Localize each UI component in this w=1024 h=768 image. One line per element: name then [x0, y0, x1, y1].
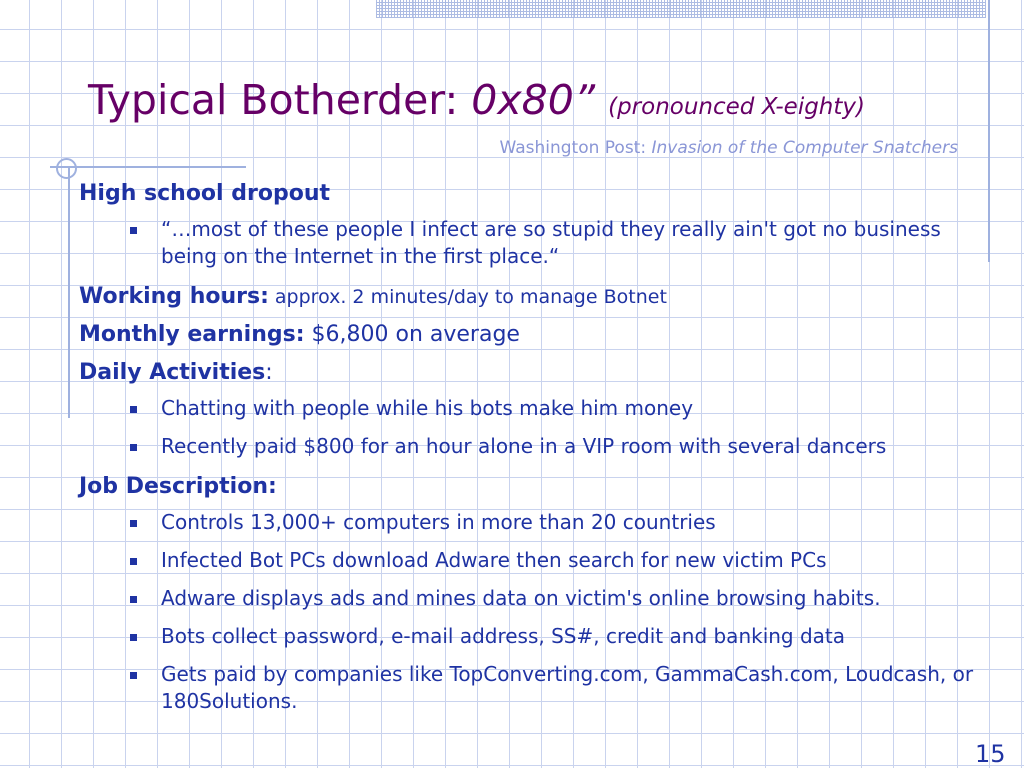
decorative-circle-icon — [56, 158, 77, 179]
list-item: Adware displays ads and mines data on victim's online browsing habits. — [161, 585, 999, 612]
top-decorative-band — [376, 0, 986, 18]
list-item: Controls 13,000+ computers in more than 20 countries — [161, 509, 999, 536]
left-decorative-rule — [68, 168, 70, 418]
source-citation — [499, 138, 958, 158]
source-outlet: Washington Post: — [499, 138, 652, 158]
list-item: Infected Bot PCs download Adware then search for new victim PCs — [161, 547, 999, 574]
slide-title — [88, 72, 865, 135]
activities-bullets — [79, 395, 999, 460]
title-pronunciation: (pronounced X-eighty) — [608, 94, 865, 120]
title-handle: 0x80” — [471, 76, 596, 124]
list-item: Bots collect password, e-mail address, SS#, credit and banking data — [161, 623, 999, 650]
working-hours-value: approx. 2 minutes/day to manage Botnet — [268, 286, 667, 308]
title-main: Typical Botherder: — [88, 76, 472, 124]
job-bullets — [79, 509, 999, 715]
source-article: Invasion of the Computer Snatchers — [651, 138, 958, 158]
slide-content — [79, 178, 999, 726]
page-number: 15 — [975, 740, 1006, 768]
heading-job-description: Job Description: — [79, 474, 277, 499]
heading-dropout: High school dropout — [79, 181, 331, 206]
heading-monthly-earnings: Monthly earnings: $6,800 on average — [79, 322, 520, 347]
list-item: Gets paid by companies like TopConverting.com, GammaCash.com, Loudcash, or 180Solutions. — [161, 661, 999, 715]
title-decorative-rule — [50, 166, 246, 168]
list-item: Recently paid $800 for an hour alone in a VIP room with several dancers — [161, 433, 999, 460]
heading-working-hours: Working hours: approx. 2 minutes/day to manage Botnet — [79, 284, 667, 309]
monthly-earnings-value: $6,800 on average — [304, 322, 520, 347]
list-item: “…most of these people I infect are so stupid they really ain't got no business being on the Internet in the first place.“ — [161, 216, 999, 270]
list-item: Chatting with people while his bots make him money — [161, 395, 999, 422]
heading-daily-activities: Daily Activities: — [79, 360, 273, 385]
dropout-bullets — [79, 216, 999, 270]
